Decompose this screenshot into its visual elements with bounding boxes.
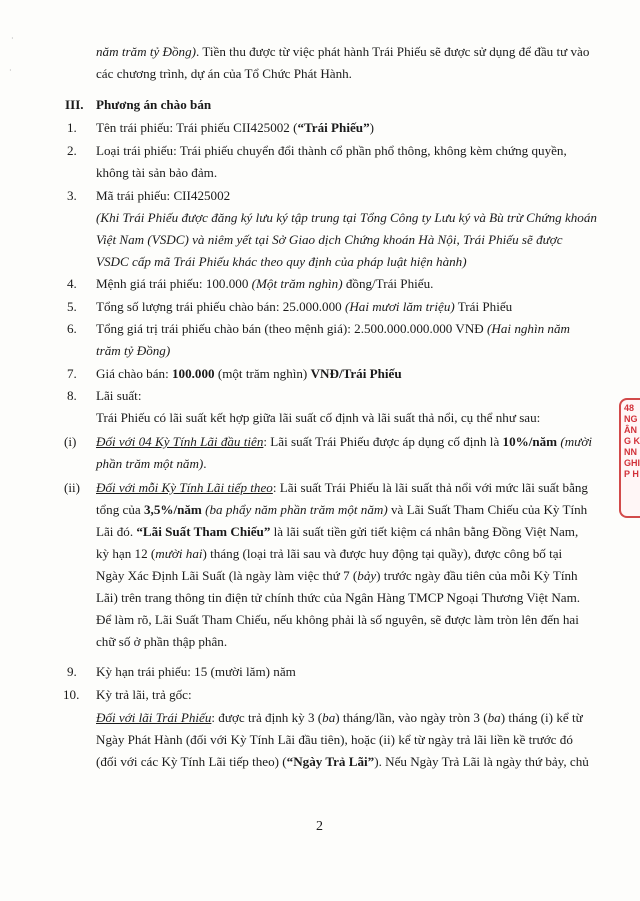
item-number: 6. xyxy=(67,321,77,336)
item-number: 1. xyxy=(67,120,77,135)
item-bond-type-line-2: không tài sản bảo đảm. xyxy=(96,165,218,180)
item-number: 3. xyxy=(67,188,77,203)
sub-item-number: (i) xyxy=(64,434,77,449)
sub-item-number: (ii) xyxy=(64,480,80,495)
item-bond-type-line-1: Loại trái phiếu: Trái phiếu chuyển đổi thành cổ phần phổ thông, không kèm chứng quyền, xyxy=(96,143,567,158)
item-total-value-line-1: Tổng giá trị trái phiếu chào bán (theo mệnh giá): 2.500.000.000.000 VNĐ (Hai nghìn năm xyxy=(96,321,570,336)
item-number: 9. xyxy=(67,664,77,679)
item-interest-title: Lãi suất: xyxy=(96,388,142,403)
item-interest-desc: Trái Phiếu có lãi suất kết hợp giữa lãi suất cố định và lãi suất thả nổi, cụ thể như sau: xyxy=(96,410,541,425)
sub-item-floating-line-4: kỳ hạn 12 (mười hai) tháng (loại trả lãi sau và được huy động tại quầy), được công bố tại xyxy=(96,546,563,561)
item-number: 8. xyxy=(67,388,77,403)
item-number: 10. xyxy=(63,687,80,702)
item-par-value: Mệnh giá trái phiếu: 100.000 (Một trăm nghìn) đồng/Trái Phiếu. xyxy=(96,276,434,291)
section-title: Phương án chào bán xyxy=(96,97,212,112)
item-bond-code-note-3: VSDC cấp mã Trái Phiếu khác theo quy định của pháp luật hiện hành) xyxy=(96,254,467,269)
sub-item-floating-line-1: Đối với mỗi Kỳ Tính Lãi tiếp theo: Lãi suất Trái Phiếu là lãi suất thả nổi với mức lãi suất bằng xyxy=(96,480,588,495)
item-term: Kỳ hạn trái phiếu: 15 (mười lăm) năm xyxy=(96,664,296,679)
item-offer-price: Giá chào bán: 100.000 (một trăm nghìn) VNĐ/Trái Phiếu xyxy=(96,366,402,381)
intro-line-1: năm trăm tỷ Đồng). Tiền thu được từ việc phát hành Trái Phiếu sẽ được sử dụng để đầu tư vào xyxy=(96,44,590,59)
item-payment-line-2: Ngày Phát Hành (đối với Kỳ Tính Lãi đầu tiên), hoặc (ii) kể từ ngày trả lãi liền kề trước đó xyxy=(96,732,573,747)
item-bond-name: Tên trái phiếu: Trái phiếu CII425002 (“Trái Phiếu”) xyxy=(96,120,374,135)
sub-item-floating-line-6: Lãi) trên trang thông tin điện tử chính thức của Ngân Hàng TMCP Ngoại Thương Việt Nam. xyxy=(96,590,581,605)
item-quantity: Tổng số lượng trái phiếu chào bán: 25.000.000 (Hai mươi lăm triệu) Trái Phiếu xyxy=(96,299,513,314)
sub-item-floating-line-7: Để làm rõ, Lãi Suất Tham Chiếu, nếu không phải là số nguyên, sẽ được làm tròn lên đến hai xyxy=(96,612,579,627)
item-bond-code-note-2: Việt Nam (VSDC) và niêm yết tại Sở Giao dịch Chứng khoán Hà Nội, Trái Phiếu sẽ được xyxy=(96,232,563,247)
intro-line-2: các chương trình, dự án của Tổ Chức Phát Hành. xyxy=(96,66,352,81)
item-total-value-line-2: trăm tỷ Đồng) xyxy=(96,343,171,358)
item-number: 5. xyxy=(67,299,77,314)
item-bond-code-note-1: (Khi Trái Phiếu được đăng ký lưu ký tập trung tại Tổng Công ty Lưu ký và Bù trừ Chứng khoán xyxy=(96,210,597,225)
item-number: 4. xyxy=(67,276,77,291)
item-number: 2. xyxy=(67,143,77,158)
sub-item-floating-line-8: chữ số ở phần thập phân. xyxy=(96,634,228,649)
sub-item-fixed-rate-line-2: phần trăm một năm). xyxy=(96,456,207,471)
sub-item-fixed-rate-line-1: Đối với 04 Kỳ Tính Lãi đầu tiên: Lãi suất Trái Phiếu được áp dụng cố định là 10%/năm (mười xyxy=(96,434,592,449)
page-number: 2 xyxy=(316,819,323,834)
item-number: 7. xyxy=(67,366,77,381)
scan-speck: · xyxy=(9,66,12,75)
item-bond-code: Mã trái phiếu: CII425002 xyxy=(96,188,231,203)
sub-item-floating-line-2: tổng của 3,5%/năm (ba phẩy năm phần trăm một năm) và Lãi Suất Tham Chiếu của Kỳ Tính xyxy=(96,502,588,517)
item-payment-title: Kỳ trả lãi, trả gốc: xyxy=(96,687,192,702)
item-payment-line-3: (đối với các Kỳ Tính Lãi tiếp theo) (“Ngày Trả Lãi”). Nếu Ngày Trả Lãi là ngày thứ bảy, chủ xyxy=(96,754,589,769)
red-stamp: 48 NG ÂN G K NN GHI P H xyxy=(619,398,640,518)
sub-item-floating-line-3: Lãi đó. “Lãi Suất Tham Chiếu” là lãi suất tiền gửi tiết kiệm cá nhân bằng Đồng Việt Nam, xyxy=(96,524,579,539)
section-number: III. xyxy=(65,97,84,112)
item-payment-line-1: Đối với lãi Trái Phiếu: được trả định kỳ 3 (ba) tháng/lần, vào ngày tròn 3 (ba) tháng (i) kể từ xyxy=(96,710,583,725)
scan-speck: · xyxy=(11,34,14,43)
sub-item-floating-line-5: Ngày Xác Định Lãi Suất (là ngày làm việc thứ 7 (bảy) trước ngày đầu tiên của mỗi Kỳ Tính xyxy=(96,568,578,583)
